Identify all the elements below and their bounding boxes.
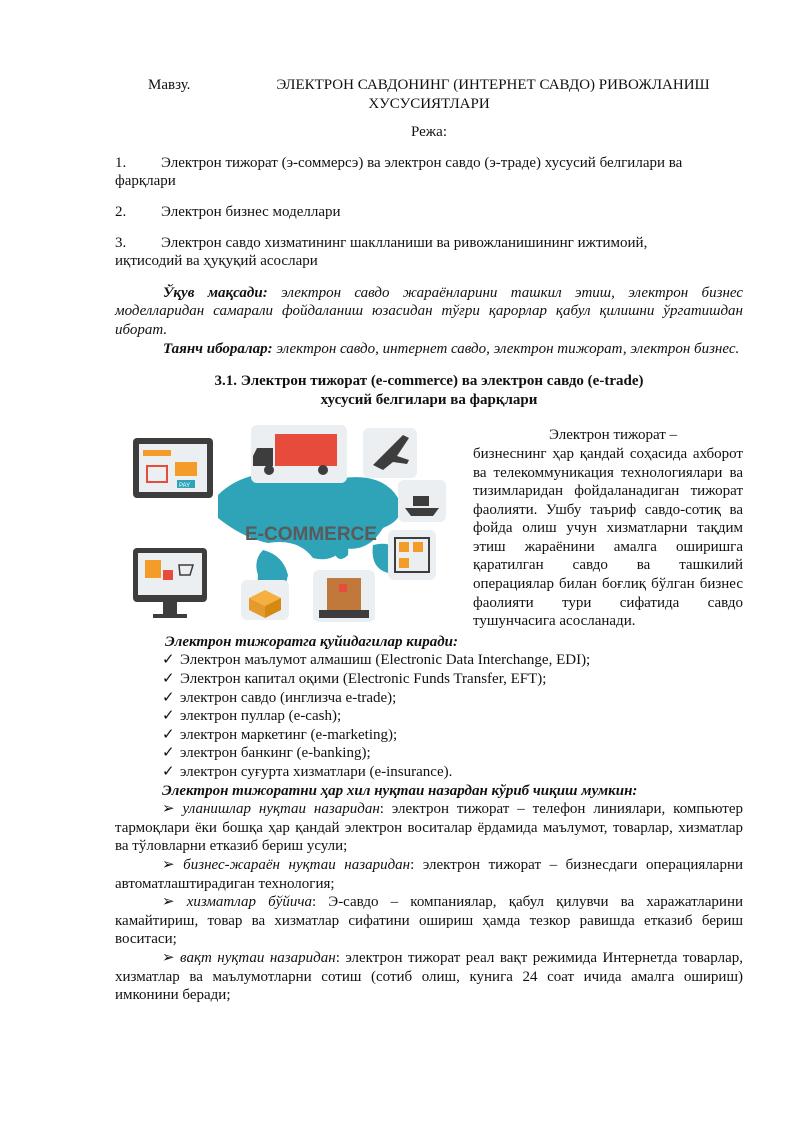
plan-item-text: Электрон савдо хизматининг шаклланиши ва ривожланишининг ижтимоий, — [161, 234, 648, 251]
delivery-truck-icon — [251, 425, 347, 483]
topic-header — [115, 76, 743, 95]
check-icon: ✓ — [162, 764, 175, 780]
keywords — [115, 340, 743, 359]
plan-item-text-cont: фарқлари — [115, 173, 176, 190]
ecommerce-definition — [473, 426, 743, 631]
ecommerce-definition-text: бизнеснинг ҳар қандай соҳасида ахборот ва телекоммуникация технологиялари ва тизимларидан фойдаланадиган тижорат фаолияти. Ушбу таъриф савдо-сотиқ ва фойда олиш учун хизматларни тақдим этиш жараёнини амалга оширишга қаратилган савдо ва ташкилий операциялар билан боғлиқ бўлган бизнес фаолияти тури сифатида савдо тушунчасига асосланади. — [473, 445, 743, 630]
arrow-icon: ➢ — [162, 949, 175, 966]
airplane-icon — [363, 428, 417, 478]
view-lead: хизматлар бўйича — [186, 894, 312, 911]
pay-label: PAY — [179, 483, 191, 490]
check-icon: ✓ — [162, 689, 175, 706]
includes-heading: Электрон тижоратга қуйидагилар киради: — [165, 633, 458, 650]
view-text: : электрон тижорат – бизнесдаги операцияларни автоматлаштирадиган технология; — [115, 856, 744, 892]
section-title — [115, 372, 743, 409]
arrow-icon: ➢ — [162, 801, 175, 818]
includes-list — [115, 651, 743, 781]
views-heading: Электрон тижоратни ҳар хил нуқтаи назардан кўриб чиқиш мумкин: — [162, 782, 638, 799]
list-item-text: Электрон маълумот алмашиш (Electronic Data Interchange, EDI); — [180, 652, 591, 669]
list-item — [162, 726, 743, 745]
view-lead: вақт нуқтаи назаридан — [180, 949, 336, 966]
list-item-text: электрон маркетинг (e-marketing); — [180, 726, 398, 743]
learning-goal-text: электрон савдо жараёнларини ташкил этиш, электрон бизнес моделларидан самарали фойдаланиш юзасидан тўғри қарорлар қабул қилишни ўргатишдан иборат. — [115, 284, 743, 338]
list-item — [162, 744, 743, 763]
learning-goal — [115, 284, 743, 340]
list-item — [162, 651, 743, 670]
view-lead: бизнес-жараён нуқтаи назаридан — [183, 856, 411, 873]
view-paragraph — [115, 893, 743, 949]
section-title-line2: хусусий белгилари ва фарқлари — [320, 391, 538, 408]
view-lead: уланишлар нуқтаи назаридан — [182, 801, 380, 818]
plan-item-number: 2. — [115, 203, 127, 220]
views-list — [115, 800, 743, 1005]
plan-item-number: 3. — [115, 234, 127, 251]
plan-item-text: Электрон тижорат (э-соммерсэ) ва электрон савдо (э-траде) хусусий белгилари ва — [161, 154, 683, 171]
figure-block — [115, 420, 743, 631]
document-page — [115, 76, 743, 1005]
topic-title-line2: ХУСУСИЯТЛАРИ — [368, 95, 490, 112]
check-icon: ✓ — [162, 671, 175, 688]
ecommerce-label: E-COMMERCE — [245, 524, 377, 546]
ecommerce-illustration — [123, 420, 453, 630]
topic-label: Мавзу. — [148, 77, 191, 93]
topic-title: ЭЛЕКТРОН САВДОНИНГ (ИНТЕРНЕТ САВДО) РИВОЖЛАНИШ — [276, 77, 710, 93]
arrow-icon: ➢ — [162, 894, 175, 911]
open-box-icon — [241, 580, 289, 620]
online-shop-monitor-icon — [133, 438, 213, 498]
list-item-text: электрон суғурта хизматлари (e-insurance). — [180, 764, 453, 780]
learning-goal-label: Ўқув мақсади: — [163, 284, 268, 301]
ecommerce-definition-first-line: Электрон тижорат – — [549, 427, 678, 444]
arrow-icon: ➢ — [162, 856, 175, 873]
ecommerce-illustration-svg — [123, 420, 453, 630]
plan-heading: Режа: — [411, 124, 447, 141]
list-item-text: Электрон капитал оқими (Electronic Funds Transfer, EFT); — [180, 671, 547, 688]
list-item-text: электрон пуллар (e-cash); — [180, 708, 342, 725]
cargo-ship-icon — [398, 480, 446, 522]
view-paragraph — [115, 856, 743, 893]
check-icon: ✓ — [162, 726, 175, 743]
list-item-text: электрон савдо (инглизча e-trade); — [180, 689, 397, 706]
check-icon: ✓ — [162, 708, 175, 725]
plan-item-3 — [115, 234, 743, 271]
plan-item-number: 1. — [115, 154, 127, 171]
check-icon: ✓ — [162, 652, 175, 669]
list-item — [162, 707, 743, 726]
view-paragraph — [115, 800, 743, 856]
view-paragraph — [115, 949, 743, 1005]
warehouse-shelf-icon — [388, 530, 436, 580]
plan-item-1 — [115, 154, 743, 191]
view-text: : Э-савдо – компаниялар, қабул қилувчи ва харажатларини камайтириш, товар ва хизматлар сифатини ошириш ҳамда тезкор равишда етказиб бериш воситаси; — [115, 894, 744, 948]
plan-item-2 — [115, 203, 743, 222]
view-text: : электрон тижорат – телефон линиялари, компьютер тармоқлари ёки бошқа ҳар қандай электрон воситалар ёрдамида маълумот, товарлар, хизматлар ва тўловларни етказиб бериш усули; — [115, 801, 744, 855]
keywords-text: электрон савдо, интернет савдо, электрон тижорат, электрон бизнес. — [272, 340, 740, 357]
view-text: : электрон тижорат реал вақт режимида Интернетда товарлар, хизматлар ва маълумотларни сотиш (сотиб олиш, кунига 24 соат ичида амалга ошириш) имконини беради; — [115, 949, 744, 1004]
keywords-label: Таянч иборалар: — [163, 340, 273, 357]
section-title-line1: 3.1. Электрон тижорат (e-commerce) ва электрон савдо (e-trade) — [214, 373, 644, 390]
desktop-monitor-icon — [133, 548, 207, 618]
plan-item-text: Электрон бизнес моделлари — [161, 203, 341, 220]
check-icon: ✓ — [162, 745, 175, 762]
plan-item-text-cont: иқтисодий ва ҳуқуқий асослари — [115, 253, 318, 270]
list-item — [162, 689, 743, 708]
list-item — [162, 670, 743, 689]
list-item — [162, 763, 743, 782]
package-delivery-icon — [313, 570, 375, 622]
list-item-text: электрон банкинг (e-banking); — [180, 745, 371, 762]
